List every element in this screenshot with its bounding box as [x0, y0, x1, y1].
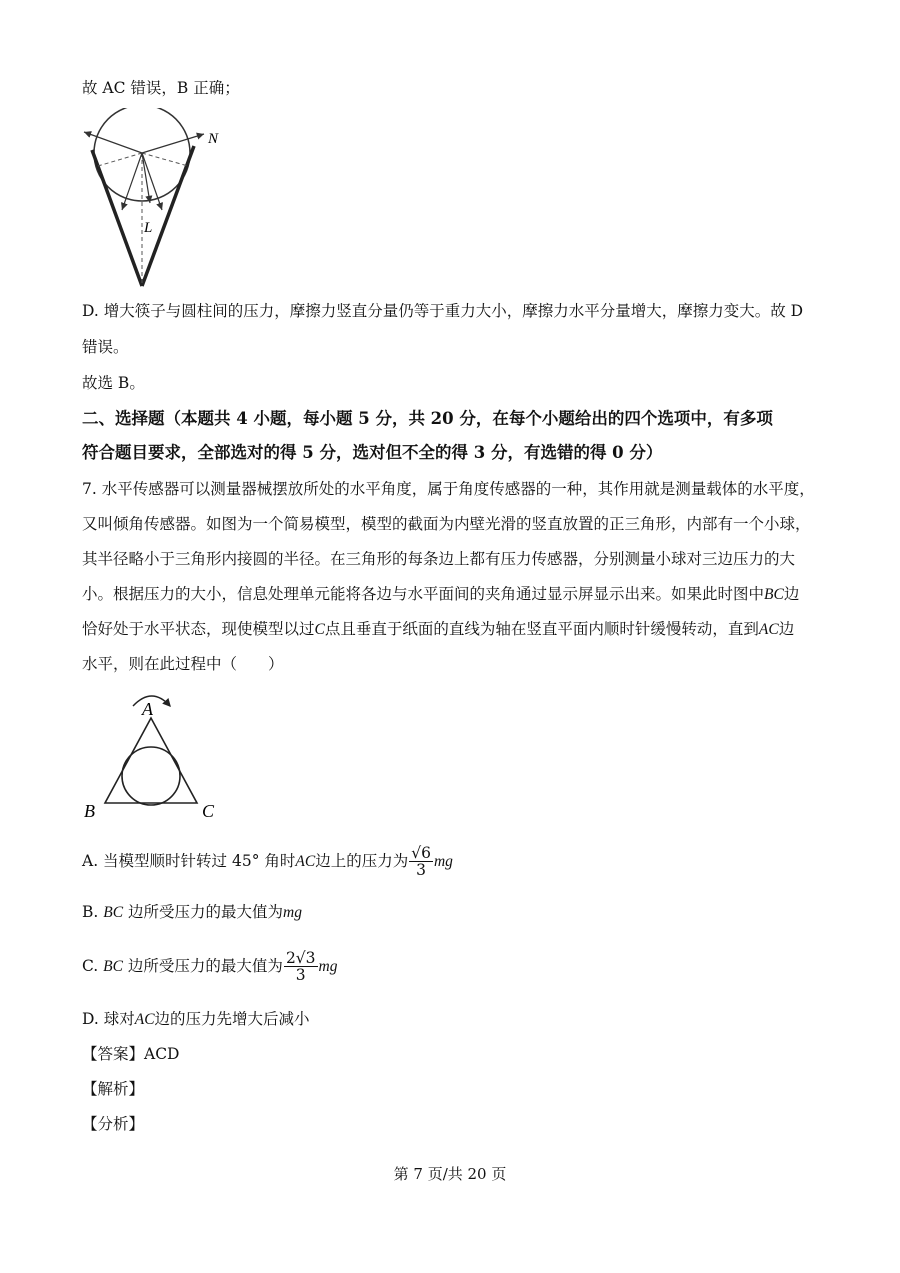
- option-d-mid: 边的压力先增大后减小: [154, 1010, 310, 1028]
- q7-stem-5a: 恰好处于水平状态，现使模型以过: [82, 620, 315, 638]
- q7-stem-5c: 边: [778, 620, 795, 638]
- q7-stem-5b: 点且垂直于纸面的直线为轴在竖直平面内顺时针缓慢转动，直到: [324, 620, 759, 638]
- q7-stem-c: C: [314, 621, 325, 638]
- fenxi-label: 【分析】: [82, 1115, 145, 1133]
- option-d-line2: 错误。: [82, 338, 129, 356]
- option-a-prefix: A. 当模型顺时针转过 45° 角时: [82, 851, 296, 870]
- q7-stem-ac: AC: [758, 621, 779, 638]
- vertex-B: B: [84, 801, 95, 821]
- option-d-line1: D. 增大筷子与圆柱间的压力，摩擦力竖直分量仍等于重力大小，摩擦力水平分量增大，摩擦力变大。故 D: [82, 302, 804, 320]
- q7-stem-4-text: 小。根据压力的大小，信息处理单元能将各边与水平面间的夹角通过显示屏显示出来。如果此时图中: [82, 585, 765, 603]
- option-c-mg: mg: [318, 957, 338, 975]
- option-c-bc: BC: [103, 957, 123, 975]
- label-L: L: [144, 220, 153, 236]
- option-c-prefix: C.: [82, 956, 99, 975]
- q7-stem-bc: BC: [764, 586, 784, 603]
- option-d-prefix: D. 球对: [82, 1010, 135, 1028]
- q7-stem-1: 7. 水平传感器可以测量器械摆放所处的水平角度，属于角度传感器的一种，其作用就是测量载体的水平度，: [82, 480, 815, 498]
- option-b-mid: 边所受压力的最大值为: [128, 903, 284, 921]
- option-a: [82, 845, 453, 879]
- answer: 【答案】ACD: [82, 1045, 180, 1063]
- option-d-ac: AC: [134, 1011, 155, 1028]
- option-b-bc: BC: [103, 904, 124, 921]
- section-heading-line2: 符合题目要求，全部选对的得 5 分，选对但不全的得 3 分，有选错的得 0 分）: [82, 443, 663, 462]
- q7-stem-3: 其半径略小于三角形内接圆的半径。在三角形的每条边上都有压力传感器，分别测量小球对三边压力的大: [82, 550, 796, 568]
- option-a-ac: AC: [295, 852, 316, 870]
- vertex-C: C: [202, 801, 215, 821]
- q7-stem-5: [82, 618, 794, 641]
- q7-stem-2: 又叫倾角传感器。如图为一个简易模型，模型的截面为内壁光滑的竖直放置的正三角形，内部有一个小球，: [82, 515, 811, 533]
- option-b-mg: mg: [283, 904, 302, 921]
- triangle-sensor-figure: [78, 688, 238, 828]
- option-c-num: 2√3: [285, 949, 316, 967]
- option-c-den: 3: [295, 966, 306, 985]
- option-a-num: √6: [411, 844, 431, 862]
- option-a-fraction: [409, 845, 433, 879]
- option-a-mg: mg: [433, 852, 453, 870]
- option-d: [82, 1007, 310, 1032]
- prev-final: 故选 B。: [82, 374, 145, 392]
- option-b-prefix: B.: [82, 903, 99, 921]
- q7-stem-4: [82, 583, 799, 606]
- section-heading-line1: 二、选择题（本题共 4 小题，每小题 5 分，共 20 分，在每个小题给出的四个选项中，有多项: [82, 409, 773, 428]
- q7-stem-4b: 边: [783, 585, 800, 603]
- page-footer: 第 7 页/共 20 页: [393, 1165, 507, 1183]
- option-a-den: 3: [416, 861, 427, 880]
- vertex-A: A: [142, 699, 153, 719]
- chopsticks-cylinder-figure: [70, 108, 230, 288]
- label-N: N: [208, 131, 219, 147]
- option-c-fraction: [284, 950, 318, 984]
- q7-stem-6: 水平，则在此过程中（ ）: [82, 655, 284, 673]
- option-c-mid: 边所受压力的最大值为: [127, 956, 283, 975]
- option-c: [82, 950, 338, 984]
- analysis-label: 【解析】: [82, 1080, 145, 1098]
- option-b: [82, 900, 302, 925]
- option-a-mid: 边上的压力为: [315, 851, 409, 870]
- prev-conclusion: 故 AC 错误，B 正确；: [82, 79, 240, 97]
